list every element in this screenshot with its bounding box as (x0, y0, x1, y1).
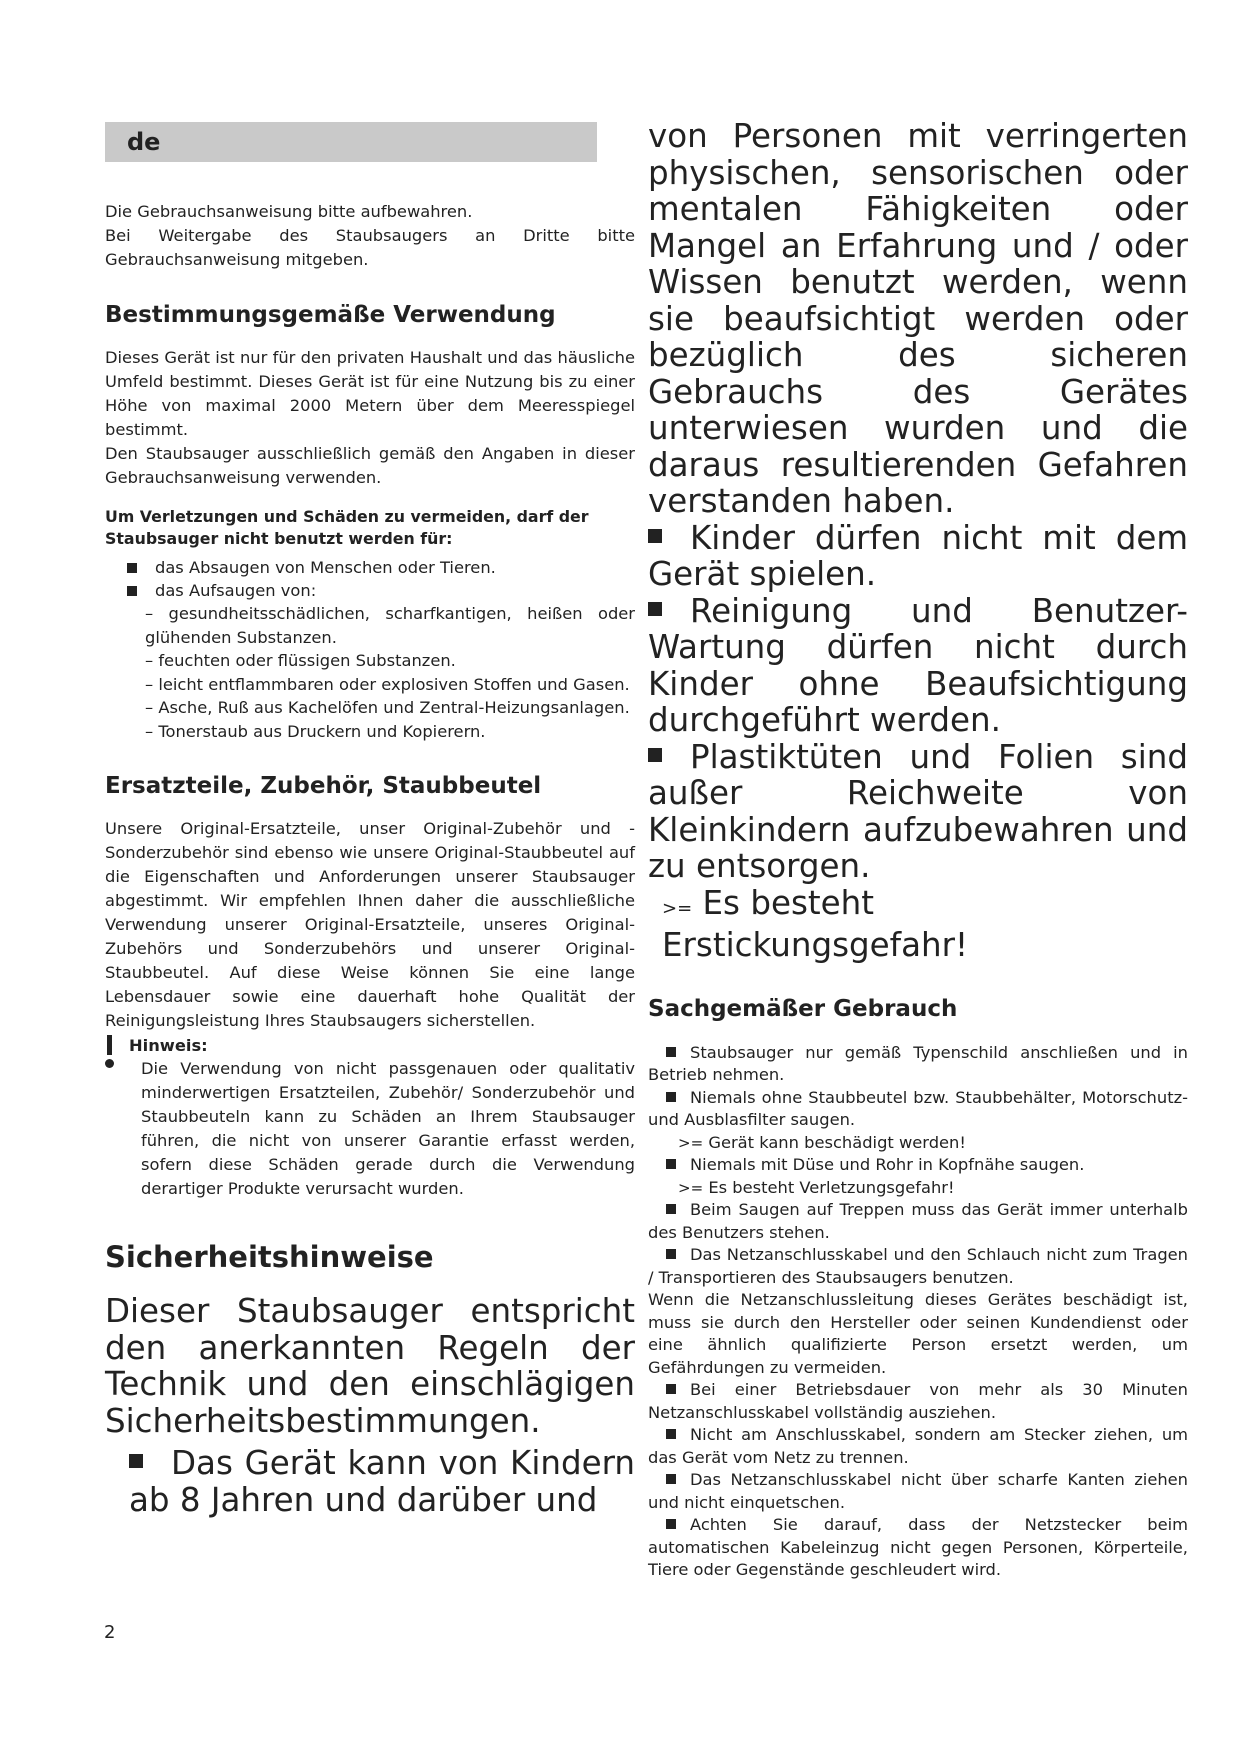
safety-bullet-1-start (105, 1445, 635, 1518)
bullet-square-icon (666, 1519, 676, 1529)
list-item (648, 1087, 1188, 1132)
list-item: – feuchten oder flüssigen Substanzen. (145, 651, 456, 670)
bullet-square-icon (648, 602, 662, 616)
intended-use-para-2: Den Staubsauger ausschließlich gemäß den Angaben in dieser Gebrauchsanweisung verwenden. (105, 444, 635, 487)
list-item: – Tonerstaub aus Druckern und Kopierern. (145, 721, 486, 741)
list-item (648, 1154, 1188, 1177)
list-item: das Absaugen von Menschen oder Tieren. (105, 556, 635, 579)
list-item (648, 1469, 1188, 1514)
list-item-text: Niemals ohne Staubbeutel bzw. Staubbehälter, Motorschutz- und Ausblasfilter saugen. (648, 1087, 1188, 1129)
safety-intro: Dieser Staubsauger entspricht den anerkannten Regeln der Technik und den einschlägigen Sicherheitsbestimmungen. (105, 1292, 635, 1440)
list-item: das Aufsaugen von: (105, 579, 635, 602)
left-column (105, 122, 635, 1518)
list-item (648, 1042, 1188, 1087)
heading-safety: Sicherheitshinweise (105, 1240, 434, 1274)
list-item-text: Beim Saugen auf Treppen muss das Gerät immer unterhalb des Benutzers stehen. (648, 1200, 1188, 1242)
arrow-note-text: Gerät kann beschädigt werden! (708, 1132, 966, 1152)
bullet-square-icon (666, 1249, 676, 1259)
list-item-text: Staubsauger nur gemäß Typenschild anschließen und in Betrieb nehmen. (648, 1042, 1188, 1084)
heading-spare-parts: Ersatzteile, Zubehör, Staubbeutel (105, 773, 542, 799)
list-item (648, 1514, 1188, 1582)
hint-box (105, 1035, 635, 1201)
safety-bullet-3 (648, 593, 1188, 739)
list-item: – gesundheitsschädlichen, scharfkantigen, heißen oder glühenden Substanzen. (145, 604, 635, 647)
arrow-symbol: >= (678, 1178, 704, 1197)
cable-replacement-note: Wenn die Netzanschlussleitung dieses Gerätes beschädigt ist, muss sie durch den Hersteller oder seinen Kundendienst oder eine ähnlich qualifizierte Person ersetzt werden, um Gefährdungen zu vermeiden. (648, 1290, 1188, 1377)
list-item-text: Achten Sie darauf, dass der Netzstecker beim automatischen Kabeleinzug nicht gegen Personen, Körperteile, Tiere oder Gegenstände geschleudert wird. (648, 1515, 1188, 1579)
arrow-note (648, 1177, 1188, 1200)
language-tag-bar (105, 122, 597, 162)
bullet-square-icon (648, 529, 662, 543)
safety-bullet-4-text: Plastiktüten und Folien sind außer Reichweite von Kleinkindern aufzubewahren und zu entsorgen. (648, 737, 1188, 885)
list-item-text: Das Netzanschlusskabel und den Schlauch nicht zum Tragen / Transportieren des Staubsaugers benutzen. (648, 1245, 1188, 1287)
safety-bullet-4 (648, 739, 1188, 885)
spare-parts-para: Unsere Original-Ersatzteile, unser Original-Zubehör und -Sonderzubehör sind ebenso wie unsere Original-Staubbeutel auf die Eigenschaften und Anforderungen unserer Staubsauger abgestimmt. Wir empfehlen Ihnen daher die ausschließliche Verwendung unserer Original-Ersatzteile, unseres Original-Zubehörs und Sonderzubehörs und unserer Original-Staubbeutel. Auf diese Weise können Sie eine lange Lebensdauer sowie eine dauerhaft hohe Qualität der Reinigungsleistung Ihres Staubsaugers sicherstellen. (105, 819, 635, 1030)
intro-line-2: Bei Weitergabe des Staubsaugers an Dritte bitte Gebrauchsanweisung mitgeben. (105, 226, 635, 269)
heading-proper-use: Sachgemäßer Gebrauch (648, 995, 958, 1022)
list-item-text: Das Netzanschlusskabel nicht über scharfe Kanten ziehen und nicht einquetschen. (648, 1470, 1188, 1512)
hint-body: Die Verwendung von nicht passgenauen oder qualitativ minderwertigen Ersatzteilen, Zubehör/ Sonderzubehör und Staubbeuteln kann zu Schäden an Ihrem Staubsauger führen, die nicht von unserer Garantie erfasst werden, sofern diese Schäden gerade durch die Verwendung derartiger Produkte verursacht wurden. (141, 1059, 635, 1198)
list-item-text: Niemals mit Düse und Rohr in Kopfnähe saugen. (690, 1155, 1085, 1174)
bullet-square-icon (666, 1159, 676, 1169)
page-number: 2 (104, 1622, 116, 1643)
safety-bullet-1-continuation: von Personen mit verringerten physischen, sensorischen oder mentalen Fähigkeiten oder Mangel an Erfahrung und / oder Wissen benutzt werden, wenn sie beaufsichtigt werden oder bezüglich des sicheren Gebrauchs des Gerätes unterwiesen wurden und die daraus resultierenden Gefahren verstanden haben. (648, 117, 1188, 520)
bullet-square-icon (666, 1429, 676, 1439)
list-item-text: Bei einer Betriebsdauer von mehr als 30 Minuten Netzanschlusskabel vollständig ausziehen. (648, 1380, 1188, 1422)
list-item (648, 1424, 1188, 1469)
list-item-text: Nicht am Anschlusskabel, sondern am Stecker ziehen, um das Gerät vom Netz zu trennen. (648, 1425, 1188, 1467)
intended-use-para-1: Dieses Gerät ist nur für den privaten Haushalt und das häusliche Umfeld bestimmt. Dieses Gerät ist für eine Nutzung bis zu einer Höhe von maximal 2000 Metern über dem Meeresspiegel bestimmt. (105, 348, 635, 439)
bullet-square-icon (666, 1384, 676, 1394)
arrow-symbol: >= (662, 897, 693, 919)
right-column (648, 118, 1188, 1582)
safety-bullet-2 (648, 520, 1188, 593)
safety-arrow-text: Es besteht Erstickungsgefahr! (662, 883, 969, 964)
bullet-square-icon (129, 1454, 143, 1468)
language-tag: de (127, 128, 161, 156)
arrow-symbol: >= (678, 1133, 704, 1152)
hint-title: Hinweis: (129, 1036, 208, 1055)
list-item: – Asche, Ruß aus Kachelöfen und Zentral-Heizungsanlagen. (145, 698, 630, 717)
safety-bullet-2-text: Kinder dürfen nicht mit dem Gerät spielen. (648, 518, 1188, 593)
bullet-square-icon (666, 1047, 676, 1057)
list-item: – leicht entflammbaren oder explosiven Stoffen und Gasen. (145, 674, 630, 694)
arrow-note-text: Es besteht Verletzungsgefahr! (708, 1177, 955, 1197)
bullet-square-icon (666, 1474, 676, 1484)
intro-line-1: Die Gebrauchsanweisung bitte aufbewahren. (105, 202, 473, 221)
bullet-square-icon (666, 1092, 676, 1102)
bullet-square-icon (648, 748, 662, 762)
exclamation-icon (105, 1035, 123, 1068)
bullet-square-icon (666, 1204, 676, 1214)
safety-bullet-3-text: Reinigung und Benutzer-Wartung dürfen nicht durch Kinder ohne Beaufsichtigung durchgeführt werden. (648, 591, 1188, 739)
list-item (648, 1379, 1188, 1424)
safety-arrow-note (648, 885, 1188, 964)
list-item (648, 1199, 1188, 1244)
safety-bullet-1-text: Das Gerät kann von Kindern ab 8 Jahren und darüber und (129, 1444, 635, 1519)
list-item (648, 1244, 1188, 1289)
arrow-note (648, 1132, 1188, 1155)
heading-intended-use: Bestimmungsgemäße Verwendung (105, 302, 556, 328)
warning-intro: Um Verletzungen und Schäden zu vermeiden, darf der Staubsauger nicht benutzt werden für: (105, 507, 589, 548)
